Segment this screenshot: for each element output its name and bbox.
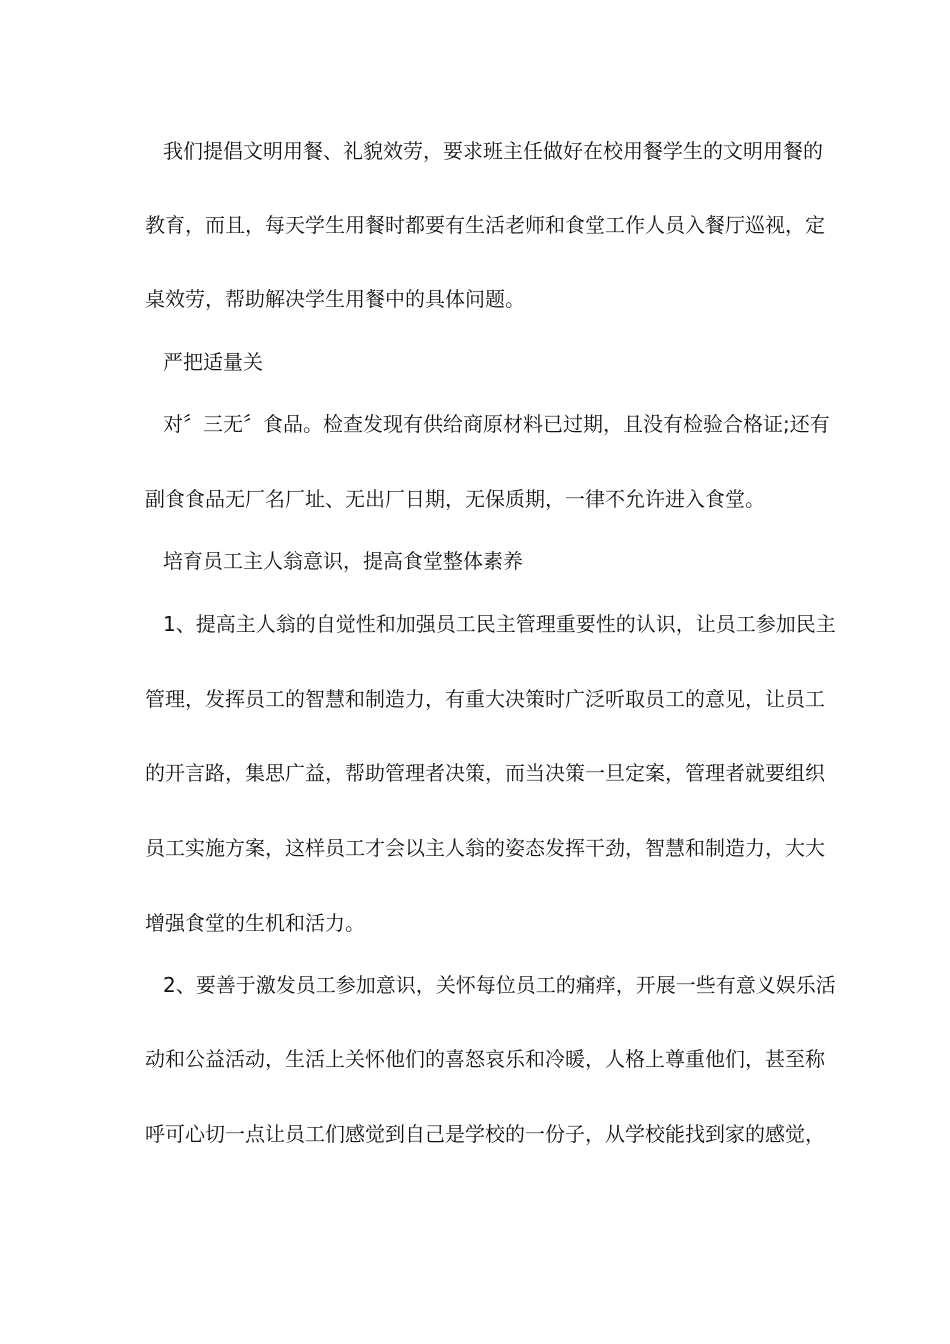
paragraph-line: 桌效劳，帮助解决学生用餐中的具体问题。	[145, 287, 525, 311]
paragraph-line: 增强食堂的生机和活力。	[145, 911, 365, 935]
section-heading: 培育员工主人翁意识，提高食堂整体素养	[163, 549, 523, 573]
paragraph-line: 教育，而且，每天学生用餐时都要有生活老师和食堂工作人员入餐厅巡视，定	[145, 213, 825, 237]
paragraph-line: 我们提倡文明用餐、礼貌效劳，要求班主任做好在校用餐学生的文明用餐的	[163, 139, 823, 163]
paragraph-line: 呼可心切一点让员工们感觉到自己是学校的一份子，从学校能找到家的感觉，	[145, 1122, 825, 1146]
paragraph-line: 动和公益活动，生活上关怀他们的喜怒哀乐和冷暖，人格上尊重他们，甚至称	[145, 1047, 825, 1071]
list-item-line: 1、提高主人翁的自觉性和加强员工民主管理重要性的认识，让员工参加民主	[163, 612, 836, 636]
paragraph-line: 对〞三无〞食品。检查发现有供给商原材料已过期，且没有检验合格证;还有	[163, 412, 830, 436]
section-heading: 严把适量关	[163, 350, 263, 374]
paragraph-line: 的开言路，集思广益，帮助管理者决策，而当决策一旦定案，管理者就要组织	[145, 761, 825, 785]
list-item-line: 2、要善于激发员工参加意识，关怀每位员工的痛痒，开展一些有意义娱乐活	[163, 973, 836, 997]
paragraph-line: 管理，发挥员工的智慧和制造力，有重大决策时广泛听取员工的意见，让员工	[145, 687, 825, 711]
paragraph-line: 副食食品无厂名厂址、无出厂日期，无保质期，一律不允许进入食堂。	[145, 487, 765, 511]
paragraph-line: 员工实施方案，这样员工才会以主人翁的姿态发挥干劲，智慧和制造力，大大	[145, 836, 825, 860]
